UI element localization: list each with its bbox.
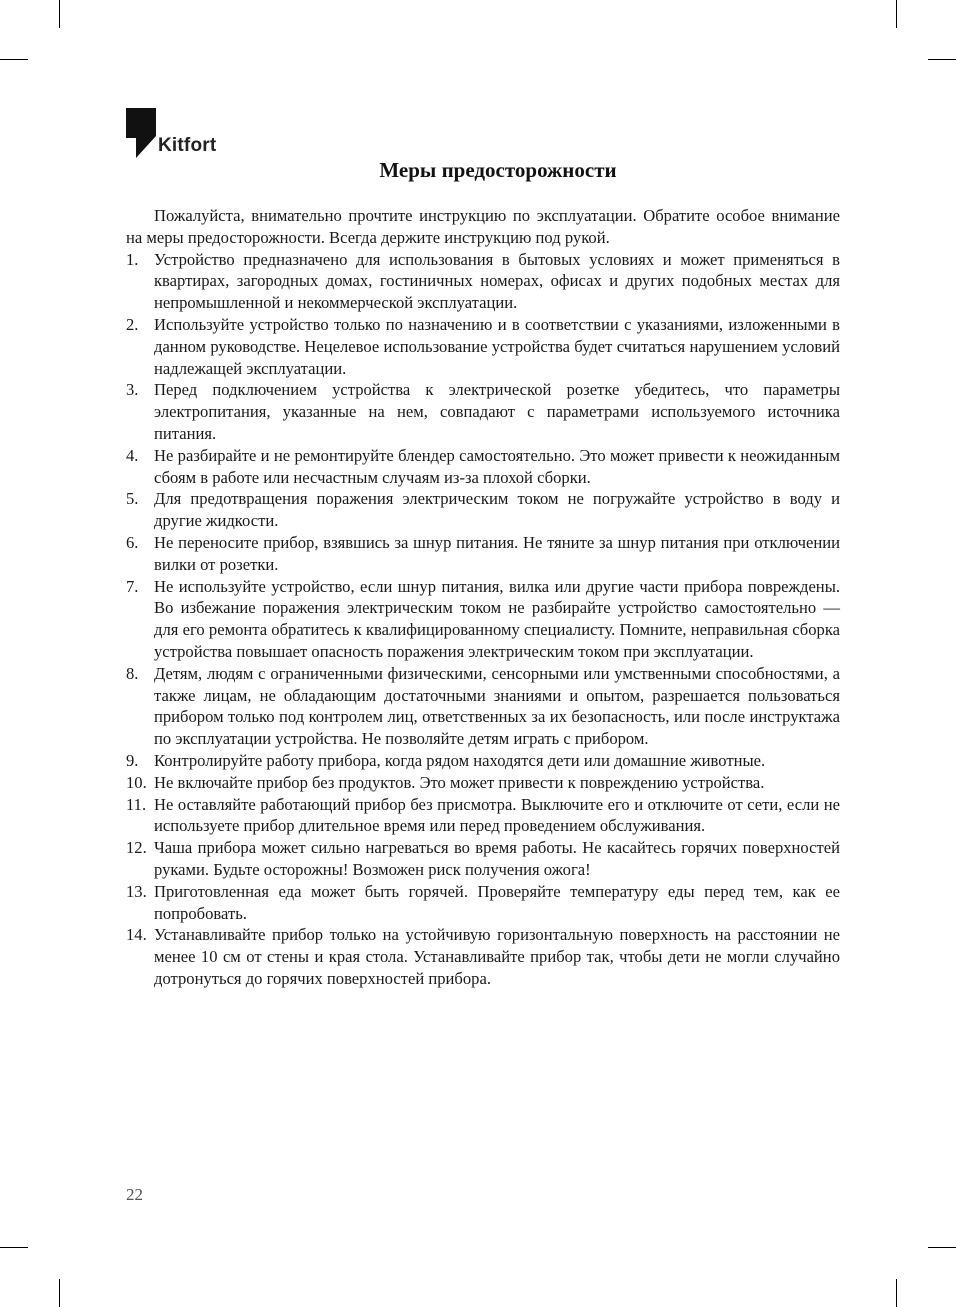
kitfort-logo-icon — [126, 108, 156, 158]
list-item — [126, 379, 840, 444]
item-text: Перед подключением устройства к электрической розетке убедитесь, что параметры электропитания, указанные на нем, совпадают с параметрами используемого источника питания. — [154, 380, 840, 443]
list-item — [126, 924, 840, 989]
item-number: 6. — [126, 532, 139, 552]
list-item — [126, 772, 840, 794]
list-item — [126, 663, 840, 750]
intro-paragraph: Пожалуйста, внимательно прочтите инструкцию по эксплуатации. Обратите особое внимание на меры предосторожности. Всегда держите инструкцию под рукой. — [126, 206, 840, 247]
item-number: 2. — [126, 314, 139, 334]
item-number: 5. — [126, 489, 139, 509]
item-number: 11. — [126, 794, 147, 814]
list-item — [126, 445, 840, 489]
item-number: 8. — [126, 663, 139, 683]
item-text: Контролируйте работу прибора, когда рядом находятся дети или домашние животные. — [154, 750, 766, 770]
list-item — [126, 532, 840, 576]
item-text: Не включайте прибор без продуктов. Это может привести к повреждению устройства. — [154, 772, 765, 792]
item-number: 12. — [126, 838, 147, 858]
list-item — [126, 837, 840, 881]
item-number: 3. — [126, 380, 139, 400]
list-item — [126, 249, 840, 314]
item-number: 10. — [126, 772, 147, 792]
item-text: Устанавливайте прибор только на устойчивую горизонтальную поверхность на расстоянии не менее 10 см от стены и края стола. Устанавливайте прибор так, чтобы дети не могли случайно дотронуться до горячих поверхностей прибора. — [154, 925, 840, 988]
item-text: Для предотвращения поражения электрическим током не погружайте устройство в воду и другие жидкости. — [154, 489, 840, 531]
item-number: 1. — [126, 249, 139, 269]
item-number: 4. — [126, 445, 139, 465]
item-text: Чаша прибора может сильно нагреваться во время работы. Не касайтесь горячих поверхностей руками. Будьте осторожны! Возможен риск получения ожога! — [154, 838, 840, 879]
list-item — [126, 488, 840, 532]
crop-mark — [896, 0, 897, 28]
item-text: Детям, людям с ограниченными физическими, сенсорными или умственными способностями, а также лицам, не обладающим достаточными знаниями и опытом, разрешается пользоваться прибором только под контролем лиц, ответственных за их безопасность, или после инструктажа по эксплуатации устройства. Не позволяйте детям играть с прибором. — [154, 663, 840, 749]
crop-mark — [59, 0, 60, 28]
item-number: 13. — [126, 881, 147, 901]
crop-mark — [59, 1279, 60, 1307]
list-item — [126, 881, 840, 925]
list-item — [126, 314, 840, 379]
item-number: 14. — [126, 925, 147, 945]
item-text: Не используйте устройство, если шнур питания, вилка или другие части прибора повреждены. Во избежание поражения электрическим током не разбирайте устройство самостоятельно — для его ремонта обратитесь к квалифицированному специалисту. Помните, неправильная сборка устройства повышает опасность поражения электрическим током при эксплуатации. — [154, 576, 840, 661]
precautions-content — [126, 205, 840, 990]
crop-mark — [0, 1247, 28, 1248]
list-item — [126, 794, 840, 838]
crop-mark — [0, 59, 28, 60]
item-number: 9. — [126, 750, 139, 770]
crop-mark — [928, 59, 956, 60]
item-text: Приготовленная еда может быть горячей. Проверяйте температуру еды перед тем, как ее попробовать. — [154, 881, 840, 923]
crop-mark — [928, 1247, 956, 1248]
brand-name: Kitfort — [158, 135, 217, 156]
item-number: 7. — [126, 576, 139, 596]
page-number: 22 — [126, 1185, 143, 1204]
crop-mark — [896, 1279, 897, 1307]
brand-logo — [126, 108, 216, 158]
page-title: Меры предосторожности — [379, 158, 617, 182]
item-text: Используйте устройство только по назначению и в соответствии с указаниями, изложенными в данном руководстве. Нецелевое использование устройства будет считаться нарушением условий надлежащей эксплуатации. — [154, 314, 840, 378]
item-text: Устройство предназначено для использования в бытовых условиях и может применяться в квартирах, загородных домах, гостиничных номерах, офисах и других подобных местах для непромышленной и некоммерческой эксплуатации. — [154, 249, 840, 313]
item-text: Не разбирайте и не ремонтируйте блендер самостоятельно. Это может привести к неожиданным сбоям в работе или несчастным случаям из-за плохой сборки. — [154, 445, 840, 487]
item-text: Не переносите прибор, взявшись за шнур питания. Не тяните за шнур питания при отключении вилки от розетки. — [154, 532, 840, 574]
list-item — [126, 576, 840, 663]
item-text: Не оставляйте работающий прибор без присмотра. Выключите его и отключите от сети, если не используете прибор длительное время или перед проведением обслуживания. — [154, 794, 840, 836]
list-item — [126, 750, 840, 772]
precautions-list — [126, 249, 840, 990]
